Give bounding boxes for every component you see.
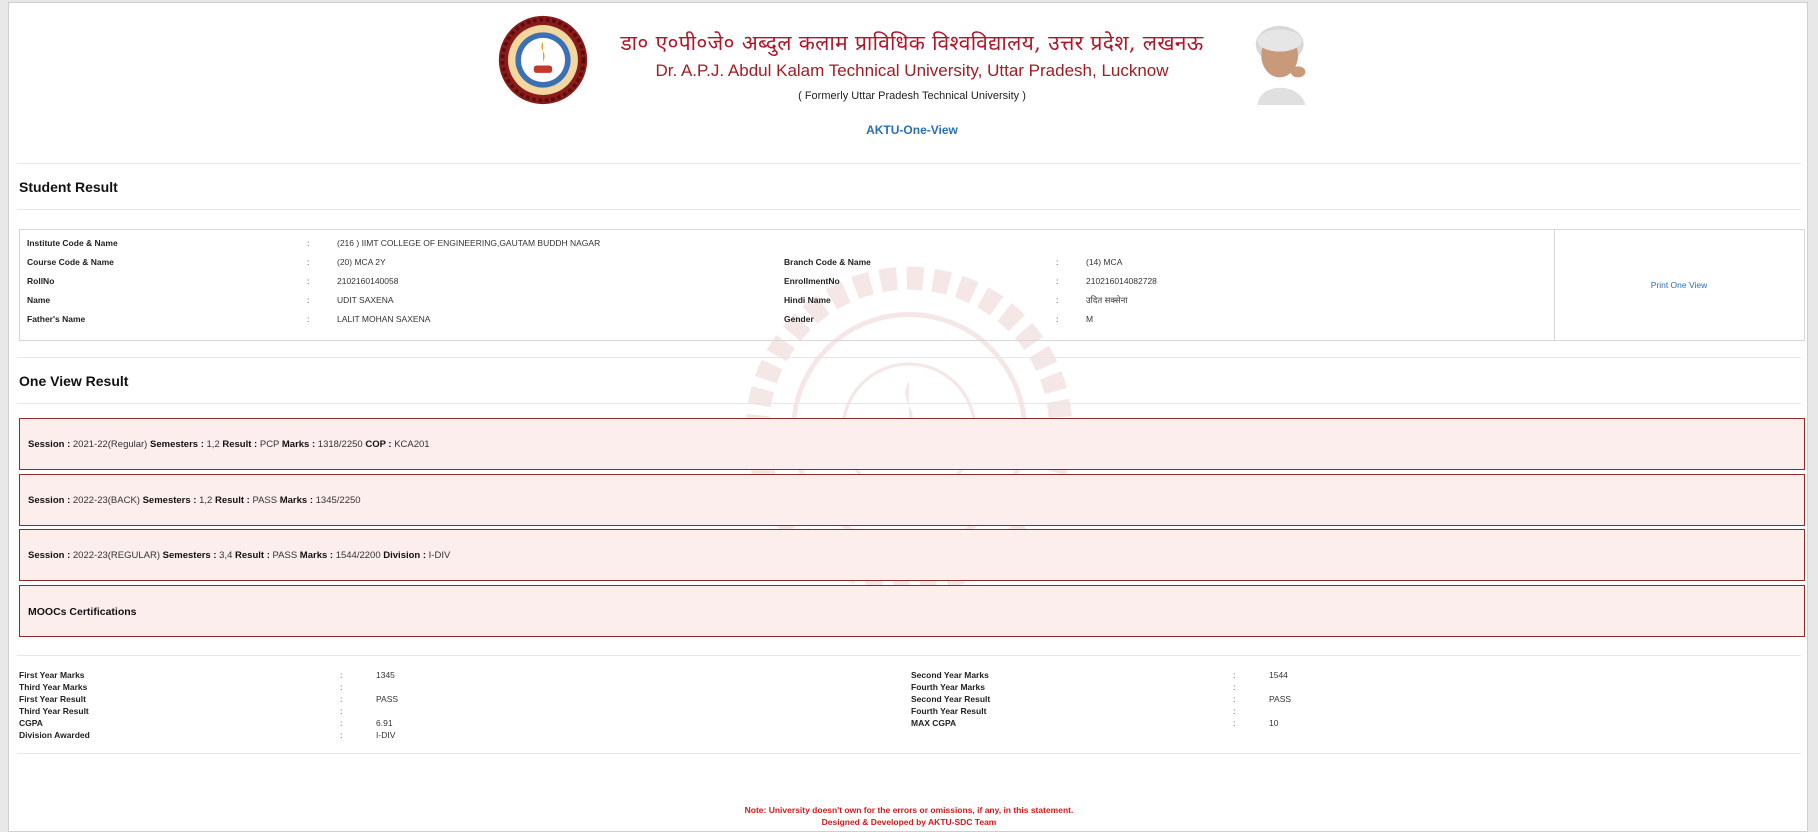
university-title-hindi: डा० ए०पी०जे० अब्दुल कलाम प्राविधिक विश्वविद्यालय, उत्तर प्रदेश, लखनऊ	[620, 31, 1204, 55]
mooc-certifications-title: MOOCs Certifications	[28, 606, 137, 618]
summary-label: Second Year Marks	[911, 670, 989, 680]
mooc-certifications-panel[interactable]	[19, 585, 1805, 637]
summary-value: 10	[1269, 718, 1279, 728]
summary-separator: :	[340, 694, 343, 704]
university-title-english: Dr. A.P.J. Abdul Kalam Technical University, Uttar Pradesh, Lucknow	[655, 61, 1169, 80]
summary-label: Third Year Marks	[19, 682, 88, 692]
summary-separator: :	[340, 706, 343, 716]
divider	[17, 753, 1801, 754]
university-formerly-name: ( Formerly Uttar Pradesh Technical University )	[798, 90, 1026, 102]
summary-separator: :	[340, 730, 343, 740]
session-summary: Session : 2022-23(BACK) Semesters : 1,2 Result : PASS Marks : 1345/2250	[28, 495, 361, 506]
summary-separator: :	[1233, 706, 1236, 716]
result-page	[8, 2, 1808, 832]
portrait-icon	[1241, 13, 1333, 105]
summary-separator: :	[340, 670, 343, 680]
divider	[17, 655, 1801, 656]
student-info-panel: Institute Code & Name : (216 ) IIMT COLLEGE OF ENGINEERING,GAUTAM BUDDH NAGAR Course Code & Name : (20) MCA 2Y RollNo : 2102160140058 Name : UDIT SAXENA Father's Name : LALIT MOHAN SAXENA Branch Code & Name : (14) MCA EnrollmentNo : 210216014082728 Hindi Name : उदित सक्सेना Gender : M Print One View	[19, 229, 1805, 341]
summary-label: Fourth Year Marks	[911, 682, 986, 692]
app-name: AKTU-One-View	[866, 123, 958, 137]
summary-value: 1345	[376, 670, 395, 680]
session-summary: Session : 2021-22(Regular) Semesters : 1,2 Result : PCP Marks : 1318/2250 COP : KCA201	[28, 439, 430, 450]
summary-separator: :	[340, 718, 343, 728]
summary-value: 6.91	[376, 718, 393, 728]
summary-label: MAX CGPA	[911, 718, 957, 728]
summary-label: Division Awarded	[19, 730, 90, 740]
summary-value: I-DIV	[376, 730, 396, 740]
university-seal-icon	[497, 14, 589, 106]
developer-credit: Designed & Developed by AKTU-SDC Team	[821, 817, 997, 827]
summary-value: 1544	[1269, 670, 1288, 680]
summary-separator: :	[1233, 718, 1236, 728]
summary-value: PASS	[376, 694, 399, 704]
divider	[17, 209, 1801, 210]
print-one-view-link[interactable]: Print One View	[1650, 280, 1708, 290]
divider	[17, 163, 1801, 164]
summary-label: First Year Marks	[19, 670, 85, 680]
summary-label: First Year Result	[19, 694, 86, 704]
summary-separator: :	[1233, 694, 1236, 704]
disclaimer-note: Note: University doesn't own for the errors or omissions, if any, in this statement.	[744, 805, 1074, 815]
summary-separator: :	[1233, 670, 1236, 680]
summary-label: Third Year Result	[19, 706, 89, 716]
summary-separator: :	[1233, 682, 1236, 692]
session-panel[interactable]	[19, 529, 1805, 581]
student-result-heading: Student Result	[19, 179, 118, 195]
summary-label: Second Year Result	[911, 694, 991, 704]
summary-value: PASS	[1269, 694, 1292, 704]
summary-separator: :	[340, 682, 343, 692]
divider	[17, 403, 1801, 404]
summary-label: CGPA	[19, 718, 43, 728]
session-panel[interactable]	[19, 418, 1805, 470]
session-panel[interactable]	[19, 474, 1805, 526]
summary-label: Fourth Year Result	[911, 706, 987, 716]
one-view-result-heading: One View Result	[19, 373, 129, 389]
divider	[17, 357, 1801, 358]
session-summary: Session : 2022-23(REGULAR) Semesters : 3,4 Result : PASS Marks : 1544/2200 Division : I-DIV	[28, 550, 451, 561]
